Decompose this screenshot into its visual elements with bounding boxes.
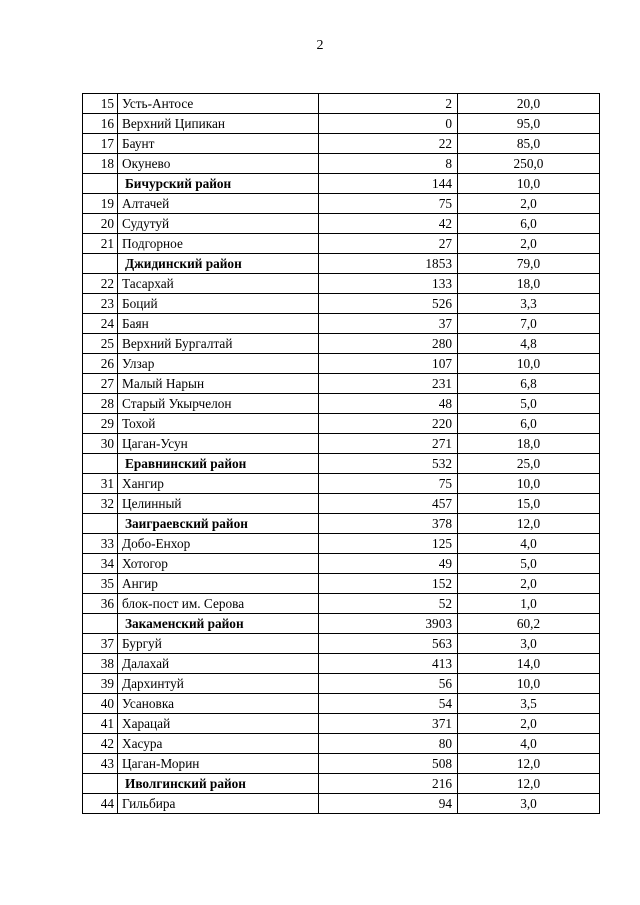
table-row <box>83 434 600 454</box>
district-name: Джидинский район <box>118 254 319 274</box>
table-row <box>83 494 600 514</box>
table-row <box>83 194 600 214</box>
value-cell: 4,0 <box>458 734 600 754</box>
value-cell: 12,0 <box>458 754 600 774</box>
value-cell: 6,8 <box>458 374 600 394</box>
value-cell: 5,0 <box>458 554 600 574</box>
table-row <box>83 694 600 714</box>
table-row <box>83 94 600 114</box>
row-number: 17 <box>83 134 118 154</box>
population-value: 144 <box>319 174 458 194</box>
row-number: 15 <box>83 94 118 114</box>
row-number: 27 <box>83 374 118 394</box>
value-cell: 3,0 <box>458 794 600 814</box>
row-number <box>83 254 118 274</box>
population-value: 37 <box>319 314 458 334</box>
table-row <box>83 114 600 134</box>
row-number: 43 <box>83 754 118 774</box>
population-value: 56 <box>319 674 458 694</box>
value-cell: 4,0 <box>458 534 600 554</box>
settlement-name: Окунево <box>118 154 319 174</box>
value-cell: 95,0 <box>458 114 600 134</box>
value-cell: 10,0 <box>458 174 600 194</box>
value-cell: 3,5 <box>458 694 600 714</box>
population-value: 532 <box>319 454 458 474</box>
population-value: 107 <box>319 354 458 374</box>
row-number: 24 <box>83 314 118 334</box>
settlement-name: Добо-Енхор <box>118 534 319 554</box>
value-cell: 250,0 <box>458 154 600 174</box>
value-cell: 10,0 <box>458 354 600 374</box>
value-cell: 10,0 <box>458 474 600 494</box>
settlements-table <box>82 93 600 814</box>
row-number: 22 <box>83 274 118 294</box>
row-number: 36 <box>83 594 118 614</box>
population-value: 526 <box>319 294 458 314</box>
settlement-name: Боций <box>118 294 319 314</box>
table-row <box>83 334 600 354</box>
table-row <box>83 674 600 694</box>
row-number: 31 <box>83 474 118 494</box>
value-cell: 3,0 <box>458 634 600 654</box>
settlement-name: Старый Укырчелон <box>118 394 319 414</box>
row-number: 29 <box>83 414 118 434</box>
table-row <box>83 574 600 594</box>
population-value: 8 <box>319 154 458 174</box>
table-row <box>83 154 600 174</box>
settlement-name: Цаган-Усун <box>118 434 319 454</box>
table-row <box>83 754 600 774</box>
settlement-name: Хотогор <box>118 554 319 574</box>
population-value: 22 <box>319 134 458 154</box>
table-row <box>83 214 600 234</box>
row-number: 23 <box>83 294 118 314</box>
population-value: 48 <box>319 394 458 414</box>
table-row <box>83 134 600 154</box>
row-number <box>83 614 118 634</box>
value-cell: 2,0 <box>458 714 600 734</box>
value-cell: 2,0 <box>458 194 600 214</box>
table-row <box>83 354 600 374</box>
district-name: Еравнинский район <box>118 454 319 474</box>
table-row <box>83 374 600 394</box>
settlement-name: Далахай <box>118 654 319 674</box>
settlement-name: Харацай <box>118 714 319 734</box>
row-number: 28 <box>83 394 118 414</box>
district-row <box>83 614 600 634</box>
value-cell: 2,0 <box>458 234 600 254</box>
value-cell: 79,0 <box>458 254 600 274</box>
value-cell: 12,0 <box>458 514 600 534</box>
settlement-name: Ангир <box>118 574 319 594</box>
district-row <box>83 774 600 794</box>
district-row <box>83 514 600 534</box>
table-row <box>83 654 600 674</box>
table-row <box>83 714 600 734</box>
table-row <box>83 634 600 654</box>
population-value: 152 <box>319 574 458 594</box>
table-row <box>83 314 600 334</box>
row-number <box>83 174 118 194</box>
population-value: 378 <box>319 514 458 534</box>
settlement-name: Верхний Ципикан <box>118 114 319 134</box>
value-cell: 5,0 <box>458 394 600 414</box>
settlement-name: Малый Нарын <box>118 374 319 394</box>
population-value: 413 <box>319 654 458 674</box>
value-cell: 18,0 <box>458 274 600 294</box>
population-value: 220 <box>319 414 458 434</box>
district-name: Иволгинский район <box>118 774 319 794</box>
settlement-name: блок-пост им. Серова <box>118 594 319 614</box>
settlement-name: Верхний Бургалтай <box>118 334 319 354</box>
row-number: 41 <box>83 714 118 734</box>
row-number: 19 <box>83 194 118 214</box>
row-number: 33 <box>83 534 118 554</box>
district-name: Бичурский район <box>118 174 319 194</box>
district-row <box>83 174 600 194</box>
row-number <box>83 454 118 474</box>
settlement-name: Хасура <box>118 734 319 754</box>
value-cell: 6,0 <box>458 414 600 434</box>
row-number: 42 <box>83 734 118 754</box>
population-value: 1853 <box>319 254 458 274</box>
value-cell: 85,0 <box>458 134 600 154</box>
row-number: 16 <box>83 114 118 134</box>
population-value: 54 <box>319 694 458 714</box>
value-cell: 18,0 <box>458 434 600 454</box>
population-value: 125 <box>319 534 458 554</box>
settlement-name: Бургуй <box>118 634 319 654</box>
table-row <box>83 274 600 294</box>
population-value: 371 <box>319 714 458 734</box>
settlement-name: Дархинтуй <box>118 674 319 694</box>
population-value: 2 <box>319 94 458 114</box>
district-name: Закаменский район <box>118 614 319 634</box>
row-number: 25 <box>83 334 118 354</box>
settlement-name: Тохой <box>118 414 319 434</box>
settlement-name: Целинный <box>118 494 319 514</box>
population-value: 75 <box>319 474 458 494</box>
row-number: 34 <box>83 554 118 574</box>
settlement-name: Усть-Антосе <box>118 94 319 114</box>
population-value: 75 <box>319 194 458 214</box>
table-row <box>83 474 600 494</box>
population-value: 457 <box>319 494 458 514</box>
table-row <box>83 794 600 814</box>
table-row <box>83 294 600 314</box>
population-value: 0 <box>319 114 458 134</box>
population-value: 216 <box>319 774 458 794</box>
row-number: 30 <box>83 434 118 454</box>
row-number: 18 <box>83 154 118 174</box>
population-value: 271 <box>319 434 458 454</box>
row-number: 35 <box>83 574 118 594</box>
population-value: 280 <box>319 334 458 354</box>
population-value: 3903 <box>319 614 458 634</box>
table-body <box>83 94 600 814</box>
row-number: 32 <box>83 494 118 514</box>
settlement-name: Хангир <box>118 474 319 494</box>
value-cell: 14,0 <box>458 654 600 674</box>
settlement-name: Подгорное <box>118 234 319 254</box>
population-value: 508 <box>319 754 458 774</box>
row-number <box>83 514 118 534</box>
district-row <box>83 454 600 474</box>
population-value: 42 <box>319 214 458 234</box>
value-cell: 6,0 <box>458 214 600 234</box>
value-cell: 7,0 <box>458 314 600 334</box>
table-row <box>83 394 600 414</box>
settlement-name: Баян <box>118 314 319 334</box>
population-value: 80 <box>319 734 458 754</box>
value-cell: 3,3 <box>458 294 600 314</box>
row-number: 26 <box>83 354 118 374</box>
population-value: 133 <box>319 274 458 294</box>
table-row <box>83 414 600 434</box>
population-value: 52 <box>319 594 458 614</box>
population-value: 563 <box>319 634 458 654</box>
row-number: 44 <box>83 794 118 814</box>
population-value: 27 <box>319 234 458 254</box>
settlement-name: Улзар <box>118 354 319 374</box>
value-cell: 1,0 <box>458 594 600 614</box>
value-cell: 10,0 <box>458 674 600 694</box>
table-row <box>83 554 600 574</box>
value-cell: 12,0 <box>458 774 600 794</box>
settlement-name: Цаган-Морин <box>118 754 319 774</box>
value-cell: 60,2 <box>458 614 600 634</box>
table-row <box>83 534 600 554</box>
population-value: 94 <box>319 794 458 814</box>
population-value: 49 <box>319 554 458 574</box>
value-cell: 2,0 <box>458 574 600 594</box>
value-cell: 15,0 <box>458 494 600 514</box>
settlement-name: Судутуй <box>118 214 319 234</box>
table-row <box>83 234 600 254</box>
row-number: 21 <box>83 234 118 254</box>
value-cell: 4,8 <box>458 334 600 354</box>
row-number: 37 <box>83 634 118 654</box>
district-name: Заиграевский район <box>118 514 319 534</box>
row-number: 38 <box>83 654 118 674</box>
population-value: 231 <box>319 374 458 394</box>
settlement-name: Тасархай <box>118 274 319 294</box>
row-number: 40 <box>83 694 118 714</box>
value-cell: 25,0 <box>458 454 600 474</box>
row-number <box>83 774 118 794</box>
settlement-name: Баунт <box>118 134 319 154</box>
value-cell: 20,0 <box>458 94 600 114</box>
settlement-name: Алтачей <box>118 194 319 214</box>
page-number: 2 <box>316 38 324 53</box>
row-number: 20 <box>83 214 118 234</box>
table-row <box>83 594 600 614</box>
row-number: 39 <box>83 674 118 694</box>
district-row <box>83 254 600 274</box>
settlement-name: Усановка <box>118 694 319 714</box>
settlement-name: Гильбира <box>118 794 319 814</box>
table-row <box>83 734 600 754</box>
